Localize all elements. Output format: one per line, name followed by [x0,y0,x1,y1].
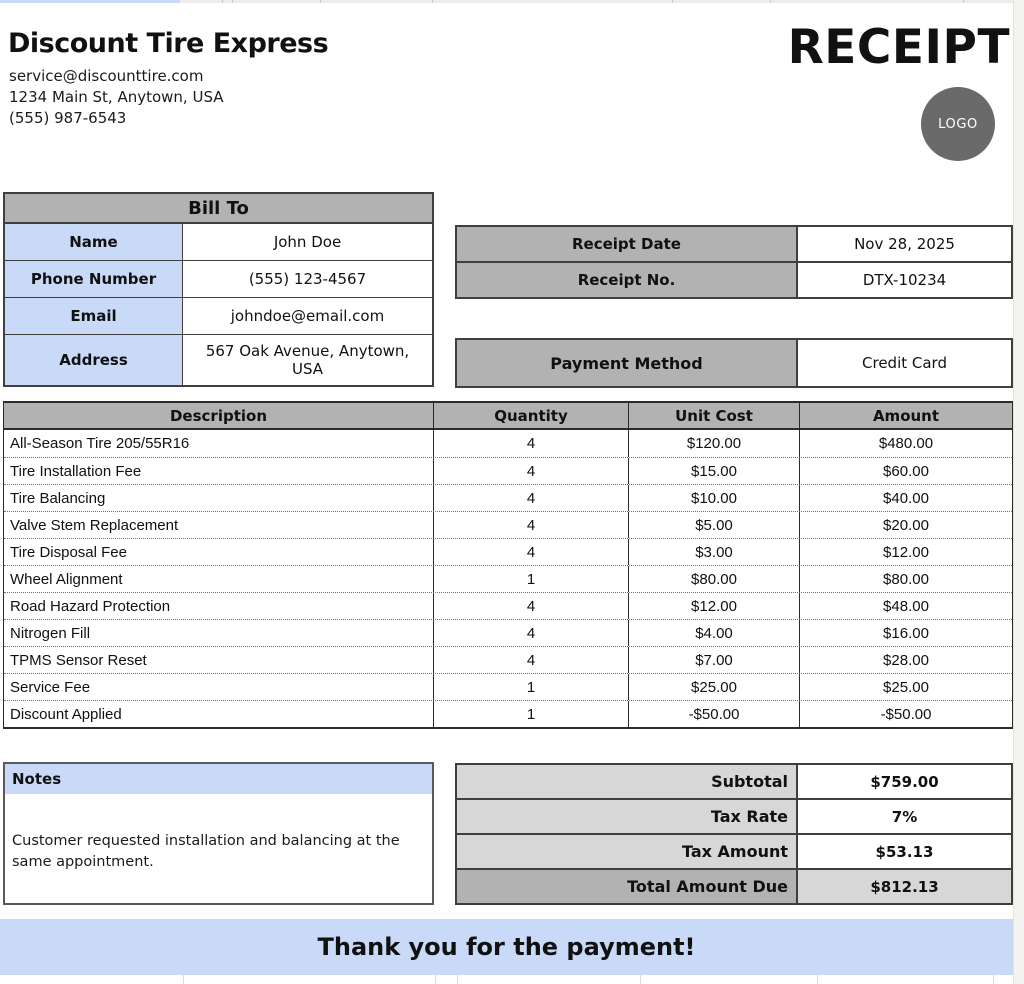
gridline [222,0,223,3]
table-row [4,700,1012,727]
payment-method-value: Credit Card [862,354,947,372]
field-label: Payment Method [457,340,798,386]
item-unit-cost: $4.00 [628,620,799,646]
tax-amount-row [457,833,1011,868]
item-description: Tire Disposal Fee [10,543,127,561]
item-quantity: 1 [433,566,628,592]
item-amount: $16.00 [799,620,1012,646]
item-amount: $28.00 [799,647,1012,673]
item-description: TPMS Sensor Reset [10,651,147,669]
item-description: Service Fee [10,678,91,696]
thank-you-banner: Thank you for the payment! [0,919,1013,975]
item-amount: $60.00 [799,458,1012,484]
item-quantity: 1 [433,701,628,727]
column-header: Quantity [433,403,628,428]
field-value-text: 567 Oak Avenue, Anytown, USA [205,342,410,378]
field-label: Phone Number [5,261,183,297]
subtotal-row [457,765,1011,798]
field-value-text: John Doe [273,233,342,251]
receipt-info-row [457,261,1011,297]
column-header: Unit Cost [628,403,799,428]
company-name: Discount Tire Express [8,28,329,59]
item-amount: $40.00 [799,485,1012,511]
line-items-table [3,401,1013,729]
notes-text: Customer requested installation and balancing at the same appointment. [12,833,400,870]
gridline [963,0,964,3]
field-value [183,335,432,385]
item-amount: $480.00 [799,430,1012,457]
notes-title: Notes [5,764,432,794]
item-quantity: 4 [433,512,628,538]
item-unit-cost: -$50.00 [628,701,799,727]
field-label: Receipt No. [457,263,798,297]
table-row [4,511,1012,538]
right-margin-strip [1013,0,1024,984]
bill-to-row [5,224,432,260]
bill-to-row [5,260,432,297]
field-label: Name [5,224,183,260]
item-amount: -$50.00 [799,701,1012,727]
item-unit-cost: $15.00 [628,458,799,484]
field-label: Tax Rate [457,800,798,833]
item-description: Nitrogen Fill [10,624,91,642]
item-quantity: 4 [433,485,628,511]
gridline [0,0,180,3]
item-amount: $20.00 [799,512,1012,538]
item-quantity: 4 [433,620,628,646]
notes-box [3,762,434,905]
item-amount: $12.00 [799,539,1012,565]
field-value [183,224,432,260]
table-row [4,430,1012,457]
bill-to-row [5,334,432,385]
gridline [435,975,436,984]
item-unit-cost: $5.00 [628,512,799,538]
column-header: Amount [799,403,1012,428]
field-label: Receipt Date [457,227,798,261]
tax-amount-value: $53.13 [798,835,1011,868]
company-email: service@discounttire.com [9,67,204,85]
bill-to-table [3,192,434,387]
table-header-row [4,403,1012,430]
item-unit-cost: $120.00 [628,430,799,457]
item-description: Tire Balancing [10,489,106,507]
tax-rate-value: 7% [798,800,1011,833]
gridline [993,975,994,984]
item-amount: $25.00 [799,674,1012,700]
receipt-info-row [457,227,1011,261]
gridline [320,0,321,3]
field-label: Subtotal [457,765,798,798]
item-unit-cost: $12.00 [628,593,799,619]
item-quantity: 4 [433,430,628,457]
gridline [432,0,433,3]
field-label: Total Amount Due [457,870,798,903]
item-quantity: 4 [433,458,628,484]
field-value [183,298,432,334]
item-unit-cost: $80.00 [628,566,799,592]
gridline [672,0,673,3]
column-header: Description [169,406,268,425]
item-unit-cost: $25.00 [628,674,799,700]
item-description: Discount Applied [10,705,122,723]
gridline [770,0,771,3]
subtotal-value: $759.00 [798,765,1011,798]
item-description: Valve Stem Replacement [10,516,179,534]
gridline [232,0,233,3]
receipt-number-value: DTX-10234 [862,271,947,289]
company-phone: (555) 987-6543 [9,109,127,127]
item-unit-cost: $3.00 [628,539,799,565]
payment-method-table [455,338,1013,388]
logo-icon: LOGO [921,87,995,161]
gridline [817,975,818,984]
item-unit-cost: $7.00 [628,647,799,673]
gridline [640,975,641,984]
table-row [4,538,1012,565]
item-amount: $48.00 [799,593,1012,619]
item-description: Tire Installation Fee [10,462,142,480]
field-label: Tax Amount [457,835,798,868]
item-description: Wheel Alignment [10,570,123,588]
company-address: 1234 Main St, Anytown, USA [9,88,224,106]
payment-method-row [457,340,1011,386]
item-quantity: 4 [433,593,628,619]
field-value-text: (555) 123-4567 [248,270,367,288]
table-row [4,484,1012,511]
total-due-value: $812.13 [798,870,1011,903]
tax-rate-row [457,798,1011,833]
item-description: All-Season Tire 205/55R16 [10,435,190,452]
item-unit-cost: $10.00 [628,485,799,511]
document-title: RECEIPT [787,20,1010,75]
item-description: Road Hazard Protection [10,597,171,615]
top-gridline-strip [0,0,1013,3]
item-quantity: 4 [433,539,628,565]
bill-to-row [5,297,432,334]
item-quantity: 4 [433,647,628,673]
receipt-date-value: Nov 28, 2025 [854,235,955,253]
gridline [457,975,458,984]
item-quantity: 1 [433,674,628,700]
table-row [4,673,1012,700]
field-value [183,261,432,297]
table-row [4,646,1012,673]
company-contact-block [9,66,224,129]
bill-to-title: Bill To [5,194,432,224]
table-row [4,592,1012,619]
table-row [4,457,1012,484]
item-amount: $80.00 [799,566,1012,592]
totals-table [455,763,1013,905]
table-row [4,619,1012,646]
field-label: Address [5,335,183,385]
field-value-text: johndoe@email.com [230,307,385,325]
gridline [183,975,184,984]
total-due-row [457,868,1011,903]
receipt-info-table [455,225,1013,299]
table-row [4,565,1012,592]
field-label: Email [5,298,183,334]
